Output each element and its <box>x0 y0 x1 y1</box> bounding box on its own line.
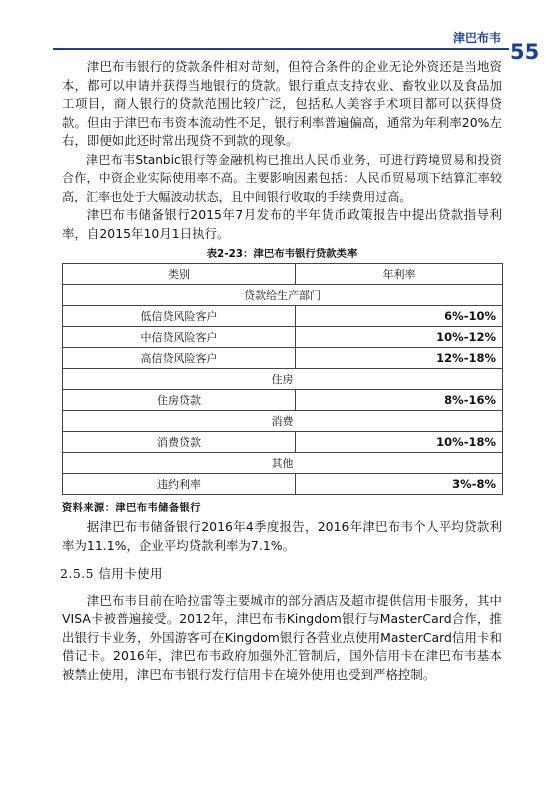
table-header-row <box>63 264 503 285</box>
table-section-row <box>63 411 503 432</box>
row-rate-high-risk: 12%-18% <box>296 348 503 369</box>
section-other: 其他 <box>63 453 503 474</box>
table-source-note: 资料来源：津巴布韦储备银行 <box>62 502 201 515</box>
table-section-row <box>63 285 503 306</box>
row-label-penalty: 违约利率 <box>63 474 296 495</box>
table-row <box>63 306 503 327</box>
page-number: 55 <box>510 40 540 64</box>
table-row <box>63 474 503 495</box>
page-body <box>62 58 502 685</box>
table-section-row <box>63 453 503 474</box>
table-section-row <box>63 369 503 390</box>
section-consumption: 消费 <box>63 411 503 432</box>
header-rule <box>53 48 509 50</box>
col-rate-header: 年利率 <box>296 264 503 285</box>
table-row <box>63 327 503 348</box>
paragraph-average-rates: 据津巴布韦储备银行2016年4季度报告，2016年津巴布韦个人平均贷款利率为11.1%，企业平均贷款利率为7.1%。 <box>62 519 502 553</box>
row-rate-consumer: 10%-18% <box>296 432 503 453</box>
table-row <box>63 432 503 453</box>
paragraph-loan-conditions: 津巴布韦银行的贷款条件相对苛刻，但符合条件的企业无论外资还是当地资本，都可以申请并获得当地银行的贷款。银行重点支持农业、畜牧业以及食品加工项目，商人银行的贷款范围比较广泛，包括私人美容手术项目都可以获得贷款。但由于津巴布韦资本流动性不足，银行利率普遍偏高，通常为年利率20%左右，即便如此还时常出现贷不到款的现象。 <box>62 59 502 149</box>
row-rate-penalty: 3%-8% <box>296 474 503 495</box>
table-row <box>63 348 503 369</box>
col-category-header: 类别 <box>63 264 296 285</box>
paragraph-guidance-rate: 津巴布韦储备银行2015年7月发布的半年货币政策报告中提出贷款指导利率，自2015年10月1日执行。 <box>62 207 502 241</box>
row-rate-low-risk: 6%-10% <box>296 306 503 327</box>
table-row <box>63 390 503 411</box>
row-label-consumer: 消费贷款 <box>63 432 296 453</box>
row-rate-mid-risk: 10%-12% <box>296 327 503 348</box>
row-label-high-risk: 高信贷风险客户 <box>63 348 296 369</box>
row-label-mid-risk: 中信贷风险客户 <box>63 327 296 348</box>
running-header: 津巴布韦 <box>453 31 502 45</box>
row-rate-housing: 8%-16% <box>296 390 503 411</box>
section-heading: 2.5.5 信用卡使用 <box>60 565 163 581</box>
row-label-housing: 住房贷款 <box>63 390 296 411</box>
row-label-low-risk: 低信贷风险客户 <box>63 306 296 327</box>
table-title: 表2-23：津巴布韦银行贷款类率 <box>206 248 358 261</box>
section-production: 贷款给生产部门 <box>63 285 503 306</box>
paragraph-rmb-business: 津巴布韦Stanbic银行等金融机构已推出人民币业务，可进行跨境贸易和投资合作，中资企业实际使用率不高。主要影响因素包括：人民币贸易项下结算汇率较高，汇率也处于大幅波动状态，且中间银行收取的手续费用过高。 <box>62 152 502 204</box>
section-housing: 住房 <box>63 369 503 390</box>
loan-rate-table <box>62 263 503 495</box>
paragraph-credit-cards: 津巴布韦目前在哈拉雷等主要城市的部分酒店及超市提供信用卡服务，其中VISA卡被普遍接受。2012年，津巴布韦Kingdom银行与MasterCard合作，推出银行卡业务，外国游客可在Kingdom银行各营业点使用MasterCard信用卡和借记卡。2016年，津巴布韦政府加强外汇管制后，国外信用卡在津巴布韦基本被禁止使用，津巴布韦银行发行信用卡在境外使用也受到严格控制。 <box>62 592 502 682</box>
